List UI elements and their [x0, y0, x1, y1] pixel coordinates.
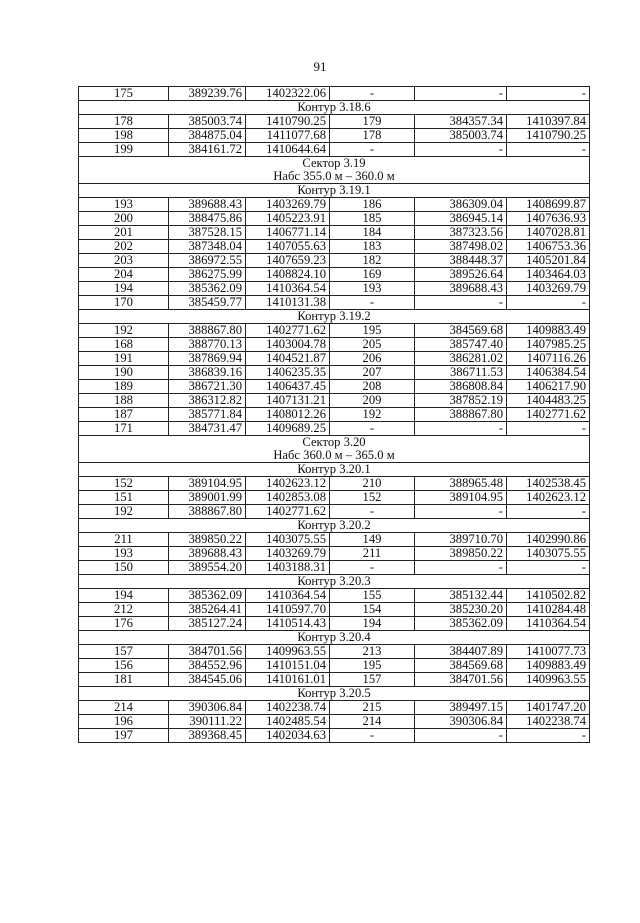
table-cell: 1409963.55: [246, 645, 330, 659]
table-cell: 203: [79, 254, 169, 268]
table-cell: -: [415, 505, 507, 519]
table-cell: 384552.96: [169, 659, 246, 673]
table-cell: 386721.30: [169, 380, 246, 394]
table-cell: -: [330, 729, 415, 743]
table-cell: -: [415, 561, 507, 575]
table-cell: 214: [79, 701, 169, 715]
table-row: [79, 561, 590, 575]
table-cell: 388867.80: [415, 408, 507, 422]
table-cell: 1403464.03: [507, 268, 590, 282]
contour-title: Контур 3.19.2: [297, 309, 371, 323]
coordinates-table-body: [79, 87, 590, 743]
table-cell: 390111.22: [169, 715, 246, 729]
table-cell: 1402034.63: [246, 729, 330, 743]
table-cell: 1410502.82: [507, 589, 590, 603]
contour-header-row: [79, 184, 590, 198]
table-row: [79, 212, 590, 226]
table-cell: 194: [330, 617, 415, 631]
table-cell: 1402538.45: [507, 477, 590, 491]
table-cell: 1408824.10: [246, 268, 330, 282]
table-cell: 386309.04: [415, 198, 507, 212]
table-cell: 1410161.01: [246, 673, 330, 687]
table-row: [79, 352, 590, 366]
table-cell: 157: [79, 645, 169, 659]
group-header-cell: [79, 436, 590, 463]
table-cell: 169: [330, 268, 415, 282]
table-cell: 1401747.20: [507, 701, 590, 715]
table-cell: 384731.47: [169, 422, 246, 436]
table-row: [79, 324, 590, 338]
table-cell: 385771.84: [169, 408, 246, 422]
table-cell: 384569.68: [415, 324, 507, 338]
table-cell: 1407028.81: [507, 226, 590, 240]
table-cell: 385003.74: [169, 115, 246, 129]
coordinates-table: [78, 86, 590, 743]
table-cell: 388867.80: [169, 324, 246, 338]
table-cell: 1406235.35: [246, 366, 330, 380]
table-cell: 384161.72: [169, 143, 246, 157]
table-cell: -: [507, 422, 590, 436]
table-cell: 211: [79, 533, 169, 547]
table-cell: 205: [330, 338, 415, 352]
table-cell: 388867.80: [169, 505, 246, 519]
table-cell: 385127.24: [169, 617, 246, 631]
table-row: [79, 491, 590, 505]
height-range: Набс 355.0 м – 360.0 м: [273, 169, 395, 183]
table-cell: 390306.84: [415, 715, 507, 729]
table-cell: 182: [330, 254, 415, 268]
table-cell: -: [507, 561, 590, 575]
table-cell: 389239.76: [169, 87, 246, 101]
group-header-cell: [79, 519, 590, 533]
table-cell: -: [415, 87, 507, 101]
table-cell: 212: [79, 603, 169, 617]
table-cell: 157: [330, 673, 415, 687]
table-cell: 1402238.74: [507, 715, 590, 729]
table-cell: 155: [330, 589, 415, 603]
table-cell: 1409689.25: [246, 422, 330, 436]
table-row: [79, 380, 590, 394]
table-cell: -: [415, 143, 507, 157]
table-cell: 387323.56: [415, 226, 507, 240]
table-row: [79, 729, 590, 743]
table-cell: 192: [79, 324, 169, 338]
table-cell: -: [415, 729, 507, 743]
table-cell: 385362.09: [169, 282, 246, 296]
group-header-cell: [79, 101, 590, 115]
table-cell: 188: [79, 394, 169, 408]
table-cell: 387348.04: [169, 240, 246, 254]
table-cell: 195: [330, 659, 415, 673]
table-cell: 385747.40: [415, 338, 507, 352]
table-cell: 388965.48: [415, 477, 507, 491]
table-cell: 208: [330, 380, 415, 394]
table-cell: 1402771.62: [246, 505, 330, 519]
table-cell: 187: [79, 408, 169, 422]
table-row: [79, 240, 590, 254]
table-cell: 1402238.74: [246, 701, 330, 715]
table-cell: 387852.19: [415, 394, 507, 408]
table-cell: 193: [79, 198, 169, 212]
table-cell: 386275.99: [169, 268, 246, 282]
table-cell: 171: [79, 422, 169, 436]
table-cell: 389688.43: [415, 282, 507, 296]
group-header-cell: [79, 157, 590, 184]
table-cell: 1406384.54: [507, 366, 590, 380]
table-cell: 385459.77: [169, 296, 246, 310]
table-row: [79, 617, 590, 631]
table-cell: 1410514.43: [246, 617, 330, 631]
table-cell: -: [330, 505, 415, 519]
contour-title: Контур 3.18.6: [297, 100, 371, 114]
table-cell: 189: [79, 380, 169, 394]
group-header-cell: [79, 687, 590, 701]
table-cell: 1404483.25: [507, 394, 590, 408]
table-cell: 386281.02: [415, 352, 507, 366]
table-cell: -: [507, 729, 590, 743]
contour-title: Контур 3.19.1: [297, 183, 371, 197]
table-cell: 170: [79, 296, 169, 310]
contour-header-row: [79, 631, 590, 645]
table-cell: 1409883.49: [507, 324, 590, 338]
table-cell: 192: [330, 408, 415, 422]
table-cell: 195: [330, 324, 415, 338]
table-row: [79, 198, 590, 212]
table-cell: 154: [330, 603, 415, 617]
table-row: [79, 115, 590, 129]
table-cell: 1402771.62: [246, 324, 330, 338]
table-cell: 1410790.25: [246, 115, 330, 129]
table-cell: 197: [79, 729, 169, 743]
table-cell: 385003.74: [415, 129, 507, 143]
table-cell: 200: [79, 212, 169, 226]
table-cell: 388475.86: [169, 212, 246, 226]
table-cell: 215: [330, 701, 415, 715]
table-row: [79, 282, 590, 296]
table-row: [79, 477, 590, 491]
table-row: [79, 129, 590, 143]
table-cell: -: [330, 561, 415, 575]
table-cell: 1410077.73: [507, 645, 590, 659]
table-cell: 385264.41: [169, 603, 246, 617]
group-header-cell: [79, 184, 590, 198]
table-cell: 1407659.23: [246, 254, 330, 268]
table-cell: 1410364.54: [507, 617, 590, 631]
table-cell: 387528.15: [169, 226, 246, 240]
table-cell: 193: [79, 547, 169, 561]
table-cell: 1403269.79: [507, 282, 590, 296]
table-cell: 386808.84: [415, 380, 507, 394]
table-cell: -: [507, 87, 590, 101]
table-cell: 388448.37: [415, 254, 507, 268]
contour-title: Контур 3.20.1: [297, 462, 371, 476]
table-cell: 384569.68: [415, 659, 507, 673]
table-cell: 1403075.55: [507, 547, 590, 561]
table-cell: 175: [79, 87, 169, 101]
table-row: [79, 505, 590, 519]
table-cell: 1406753.36: [507, 240, 590, 254]
table-row: [79, 366, 590, 380]
table-cell: 389104.95: [169, 477, 246, 491]
table-cell: 1410364.54: [246, 282, 330, 296]
table-row: [79, 533, 590, 547]
table-row: [79, 268, 590, 282]
table-cell: 1410597.70: [246, 603, 330, 617]
table-cell: 386945.14: [415, 212, 507, 226]
table-cell: 389368.45: [169, 729, 246, 743]
table-row: [79, 659, 590, 673]
contour-title: Контур 3.20.4: [297, 630, 371, 644]
table-cell: 386312.82: [169, 394, 246, 408]
table-cell: -: [330, 143, 415, 157]
table-cell: 1410364.54: [246, 589, 330, 603]
table-cell: -: [415, 422, 507, 436]
table-cell: 389104.95: [415, 491, 507, 505]
table-cell: 194: [79, 589, 169, 603]
sector-title: Сектор 3.20: [302, 435, 366, 449]
table-cell: 384357.34: [415, 115, 507, 129]
table-cell: 1410397.84: [507, 115, 590, 129]
table-cell: 386839.16: [169, 366, 246, 380]
table-cell: -: [507, 143, 590, 157]
table-cell: -: [330, 296, 415, 310]
table-cell: 1408012.26: [246, 408, 330, 422]
table-cell: -: [507, 505, 590, 519]
table-cell: 201: [79, 226, 169, 240]
section-header-row: [79, 436, 590, 463]
table-cell: 1410151.04: [246, 659, 330, 673]
table-cell: 384875.04: [169, 129, 246, 143]
table-cell: 209: [330, 394, 415, 408]
table-cell: 1411077.68: [246, 129, 330, 143]
table-cell: 384701.56: [169, 645, 246, 659]
table-cell: 1405201.84: [507, 254, 590, 268]
table-cell: 1407985.25: [507, 338, 590, 352]
table-row: [79, 422, 590, 436]
table-cell: 213: [330, 645, 415, 659]
table-cell: 1409963.55: [507, 673, 590, 687]
table-cell: 178: [79, 115, 169, 129]
table-cell: 385362.09: [415, 617, 507, 631]
table-cell: 185: [330, 212, 415, 226]
table-cell: 384701.56: [415, 673, 507, 687]
table-cell: 151: [79, 491, 169, 505]
table-row: [79, 603, 590, 617]
table-cell: 389554.20: [169, 561, 246, 575]
table-row: [79, 338, 590, 352]
group-header-cell: [79, 463, 590, 477]
table-cell: 1403269.79: [246, 198, 330, 212]
table-cell: 204: [79, 268, 169, 282]
table-cell: 1403188.31: [246, 561, 330, 575]
contour-title: Контур 3.20.2: [297, 518, 371, 532]
table-cell: 1406217.90: [507, 380, 590, 394]
table-cell: 386711.53: [415, 366, 507, 380]
table-cell: -: [330, 87, 415, 101]
contour-header-row: [79, 687, 590, 701]
table-row: [79, 87, 590, 101]
table-cell: 149: [330, 533, 415, 547]
table-cell: 1410790.25: [507, 129, 590, 143]
table-cell: 168: [79, 338, 169, 352]
table-cell: 390306.84: [169, 701, 246, 715]
contour-title: Контур 3.20.3: [297, 574, 371, 588]
table-cell: 1407055.63: [246, 240, 330, 254]
sector-title: Сектор 3.19: [302, 156, 366, 170]
table-cell: 388770.13: [169, 338, 246, 352]
table-cell: 196: [79, 715, 169, 729]
table-cell: 181: [79, 673, 169, 687]
group-header-cell: [79, 631, 590, 645]
group-header-cell: [79, 310, 590, 324]
table-cell: 152: [330, 491, 415, 505]
table-cell: 1404521.87: [246, 352, 330, 366]
table-cell: 1407116.26: [507, 352, 590, 366]
table-cell: 1402853.08: [246, 491, 330, 505]
table-row: [79, 673, 590, 687]
table-cell: 199: [79, 143, 169, 157]
table-cell: 207: [330, 366, 415, 380]
page-number: 91: [313, 59, 327, 74]
contour-header-row: [79, 575, 590, 589]
table-cell: -: [330, 422, 415, 436]
table-cell: 1402990.86: [507, 533, 590, 547]
table-cell: 1403269.79: [246, 547, 330, 561]
table-cell: 186: [330, 198, 415, 212]
group-header-cell: [79, 575, 590, 589]
table-cell: 389710.70: [415, 533, 507, 547]
table-cell: 385230.20: [415, 603, 507, 617]
table-cell: 198: [79, 129, 169, 143]
table-cell: 1402771.62: [507, 408, 590, 422]
table-cell: 1406437.45: [246, 380, 330, 394]
table-cell: -: [507, 296, 590, 310]
section-header-row: [79, 157, 590, 184]
table-cell: 384407.89: [415, 645, 507, 659]
table-cell: 194: [79, 282, 169, 296]
table-cell: 193: [330, 282, 415, 296]
table-cell: 1403004.78: [246, 338, 330, 352]
table-row: [79, 715, 590, 729]
table-cell: 385132.44: [415, 589, 507, 603]
contour-title: Контур 3.20.5: [297, 686, 371, 700]
table-cell: 179: [330, 115, 415, 129]
table-cell: 178: [330, 129, 415, 143]
table-cell: 190: [79, 366, 169, 380]
table-cell: 152: [79, 477, 169, 491]
table-cell: 1409883.49: [507, 659, 590, 673]
table-cell: 1407131.21: [246, 394, 330, 408]
table-cell: 385362.09: [169, 589, 246, 603]
table-cell: 183: [330, 240, 415, 254]
table-cell: 389001.99: [169, 491, 246, 505]
table-cell: 192: [79, 505, 169, 519]
table-cell: 214: [330, 715, 415, 729]
table-cell: 389850.22: [415, 547, 507, 561]
contour-header-row: [79, 463, 590, 477]
height-range: Набс 360.0 м – 365.0 м: [273, 448, 395, 462]
table-cell: 1408699.87: [507, 198, 590, 212]
table-cell: 387869.94: [169, 352, 246, 366]
table-row: [79, 408, 590, 422]
contour-header-row: [79, 310, 590, 324]
table-cell: 156: [79, 659, 169, 673]
table-row: [79, 296, 590, 310]
table-cell: 210: [330, 477, 415, 491]
table-cell: 191: [79, 352, 169, 366]
contour-header-row: [79, 519, 590, 533]
table-row: [79, 143, 590, 157]
table-cell: 1407636.93: [507, 212, 590, 226]
table-cell: 176: [79, 617, 169, 631]
table-cell: 387498.02: [415, 240, 507, 254]
table-cell: 206: [330, 352, 415, 366]
table-cell: 1402485.54: [246, 715, 330, 729]
table-row: [79, 254, 590, 268]
table-cell: 384545.06: [169, 673, 246, 687]
table-cell: 1410644.64: [246, 143, 330, 157]
table-cell: 389688.43: [169, 198, 246, 212]
table-cell: 202: [79, 240, 169, 254]
table-row: [79, 645, 590, 659]
table-cell: 1410131.38: [246, 296, 330, 310]
table-row: [79, 394, 590, 408]
table-cell: 1403075.55: [246, 533, 330, 547]
table-cell: 386972.55: [169, 254, 246, 268]
table-cell: 150: [79, 561, 169, 575]
table-row: [79, 226, 590, 240]
table-cell: 389526.64: [415, 268, 507, 282]
table-cell: 389850.22: [169, 533, 246, 547]
table-row: [79, 701, 590, 715]
table-cell: 389497.15: [415, 701, 507, 715]
table-cell: 184: [330, 226, 415, 240]
table-cell: -: [415, 296, 507, 310]
table-row: [79, 589, 590, 603]
table-cell: 1402322.06: [246, 87, 330, 101]
table-row: [79, 547, 590, 561]
table-cell: 389688.43: [169, 547, 246, 561]
table-cell: 211: [330, 547, 415, 561]
table-cell: 1402623.12: [246, 477, 330, 491]
table-cell: 1405223.91: [246, 212, 330, 226]
contour-header-row: [79, 101, 590, 115]
table-cell: 1406771.14: [246, 226, 330, 240]
table-cell: 1410284.48: [507, 603, 590, 617]
table-cell: 1402623.12: [507, 491, 590, 505]
